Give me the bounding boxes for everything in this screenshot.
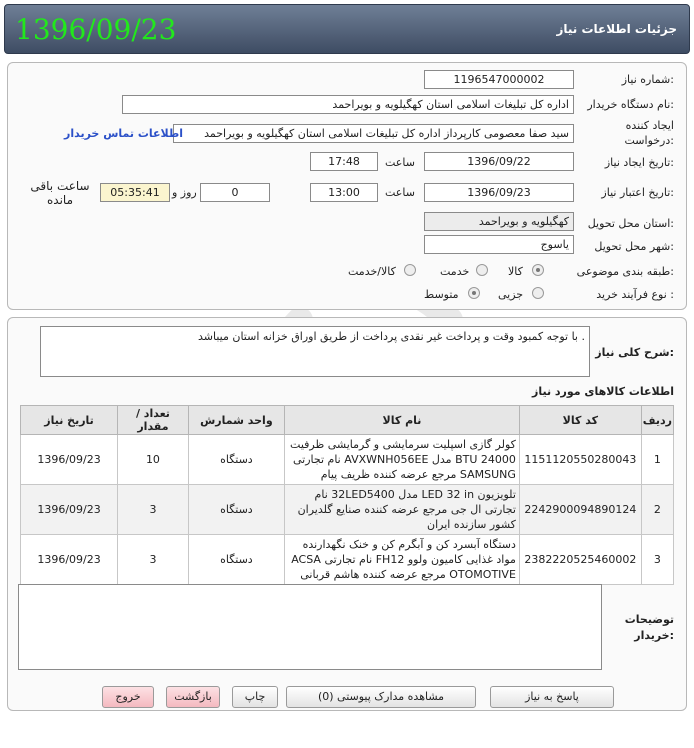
item-date: 1396/09/23 bbox=[21, 485, 118, 535]
requester-label: ایجاد کننده درخواست: bbox=[624, 119, 674, 147]
validity-date-field: 1396/09/23 bbox=[424, 183, 574, 202]
exit-button[interactable]: خروج bbox=[102, 686, 154, 708]
print-button[interactable]: چاپ bbox=[232, 686, 278, 708]
item-name: کولر گازی اسپلیت سرمایشی و گرمایشی ظرفیت 24000 BTU مدل AVXWNH056EE نام تجارتی SAMSUNG مرجع عرضه کننده ظریف پیام bbox=[285, 435, 520, 485]
days-label: روز و bbox=[172, 186, 197, 199]
category-option-service: خدمت bbox=[440, 265, 470, 278]
item-qty: 10 bbox=[118, 435, 189, 485]
create-time-label: ساعت bbox=[385, 156, 415, 169]
remaining-days-field: 0 bbox=[200, 183, 270, 202]
category-label: طبقه بندی موضوعی: bbox=[576, 265, 674, 278]
need-number-label: شماره نیاز: bbox=[621, 73, 674, 86]
requester-field: سید صفا معصومی کارپرداز اداره کل تبلیغات اسلامی استان کهگیلویه و بویراحمد bbox=[173, 124, 574, 143]
view-attachments-button[interactable]: مشاهده مدارک پیوستی (0) bbox=[286, 686, 476, 708]
table-row bbox=[21, 535, 674, 585]
item-name: دستگاه آبسرد کن و آبگرم کن و خنک نگهدارنده مواد غذایی کامیون ولوو FH12 نام تجارتی ACSA OTOMOTIVE مرجع عرضه کننده هاشم قربانی bbox=[285, 535, 520, 585]
page-title: جزئیات اطلاعات نیاز bbox=[556, 22, 677, 36]
row-number: 3 bbox=[641, 535, 673, 585]
table-row bbox=[21, 435, 674, 485]
col-row-header: ردیف bbox=[641, 406, 673, 435]
create-date-label: تاریخ ایجاد نیاز: bbox=[604, 156, 674, 169]
category-radio-goods[interactable] bbox=[532, 264, 544, 276]
description-label: شرح کلی نیاز: bbox=[595, 346, 674, 359]
item-date: 1396/09/23 bbox=[21, 435, 118, 485]
item-unit: دستگاه bbox=[188, 485, 284, 535]
validity-time-field: 13:00 bbox=[310, 183, 378, 202]
validity-date-label: تاریخ اعتبار نیاز: bbox=[601, 186, 674, 199]
category-radio-service[interactable] bbox=[476, 264, 488, 276]
process-radio-minor[interactable] bbox=[532, 287, 544, 299]
category-option-goods-service: کالا/خدمت bbox=[348, 265, 396, 278]
header-date: 1396/09/23 bbox=[15, 13, 177, 46]
col-qty-header: تعداد / مقدار bbox=[118, 406, 189, 435]
city-field: یاسوج bbox=[424, 235, 574, 254]
validity-time-label: ساعت bbox=[385, 186, 415, 199]
item-unit: دستگاه bbox=[188, 535, 284, 585]
create-date-field: 1396/09/22 bbox=[424, 152, 574, 171]
process-option-minor: جزیی bbox=[498, 288, 524, 301]
col-name-header: نام کالا bbox=[285, 406, 520, 435]
buyer-org-label: نام دستگاه خریدار: bbox=[587, 98, 674, 111]
items-table bbox=[20, 405, 674, 585]
item-unit: دستگاه bbox=[188, 435, 284, 485]
buyer-org-field: اداره کل تبلیغات اسلامی استان کهگیلویه و بویراحمد bbox=[122, 95, 574, 114]
description-textarea[interactable]: با توجه کمبود وقت و پرداخت غیر نقدی پرداخت از طریق اوراق خزانه استان میباشد . bbox=[40, 326, 590, 377]
buyer-contact-link[interactable]: اطلاعات تماس خریدار bbox=[64, 127, 184, 140]
need-number-field: 1196547000002 bbox=[424, 70, 574, 89]
process-option-medium: متوسط bbox=[424, 288, 459, 301]
item-qty: 3 bbox=[118, 535, 189, 585]
province-field: کهگیلویه و بویراحمد bbox=[424, 212, 574, 231]
item-code: 2382220525460002 bbox=[519, 535, 641, 585]
category-radio-goods-service[interactable] bbox=[404, 264, 416, 276]
col-code-header: کد کالا bbox=[519, 406, 641, 435]
row-number: 2 bbox=[641, 485, 673, 535]
buyer-notes-field bbox=[18, 584, 602, 670]
create-time-field: 17:48 bbox=[310, 152, 378, 171]
col-date-header: تاریخ نیاز bbox=[21, 406, 118, 435]
page-header bbox=[4, 4, 690, 54]
remaining-time-field: 05:35:41 bbox=[100, 183, 170, 202]
table-header-row bbox=[21, 406, 674, 435]
category-option-goods: کالا bbox=[508, 265, 523, 278]
process-radio-medium[interactable] bbox=[468, 287, 480, 299]
item-qty: 3 bbox=[118, 485, 189, 535]
col-unit-header: واحد شمارش bbox=[188, 406, 284, 435]
item-code: 1151120550280043 bbox=[519, 435, 641, 485]
table-row bbox=[21, 485, 674, 535]
back-button[interactable]: بازگشت bbox=[166, 686, 220, 708]
province-label: استان محل تحویل: bbox=[587, 217, 674, 230]
items-section-title: اطلاعات کالاهای مورد نیاز bbox=[532, 385, 674, 398]
item-name: تلویزیون LED 32 in مدل 32LED5400 نام تجارتی ال جی مرجع عرضه کننده صنایع گلدیران کشور سازنده ایران bbox=[285, 485, 520, 535]
city-label: شهر محل تحویل: bbox=[594, 240, 674, 253]
remaining-time-label: ساعت باقی مانده bbox=[30, 179, 90, 207]
process-label: نوع فرآیند خرید : bbox=[596, 288, 674, 301]
item-date: 1396/09/23 bbox=[21, 535, 118, 585]
item-code: 2242900094890124 bbox=[519, 485, 641, 535]
row-number: 1 bbox=[641, 435, 673, 485]
reply-button[interactable]: پاسخ به نیاز bbox=[490, 686, 614, 708]
buyer-notes-label: توضیحات خریدار: bbox=[624, 613, 674, 642]
